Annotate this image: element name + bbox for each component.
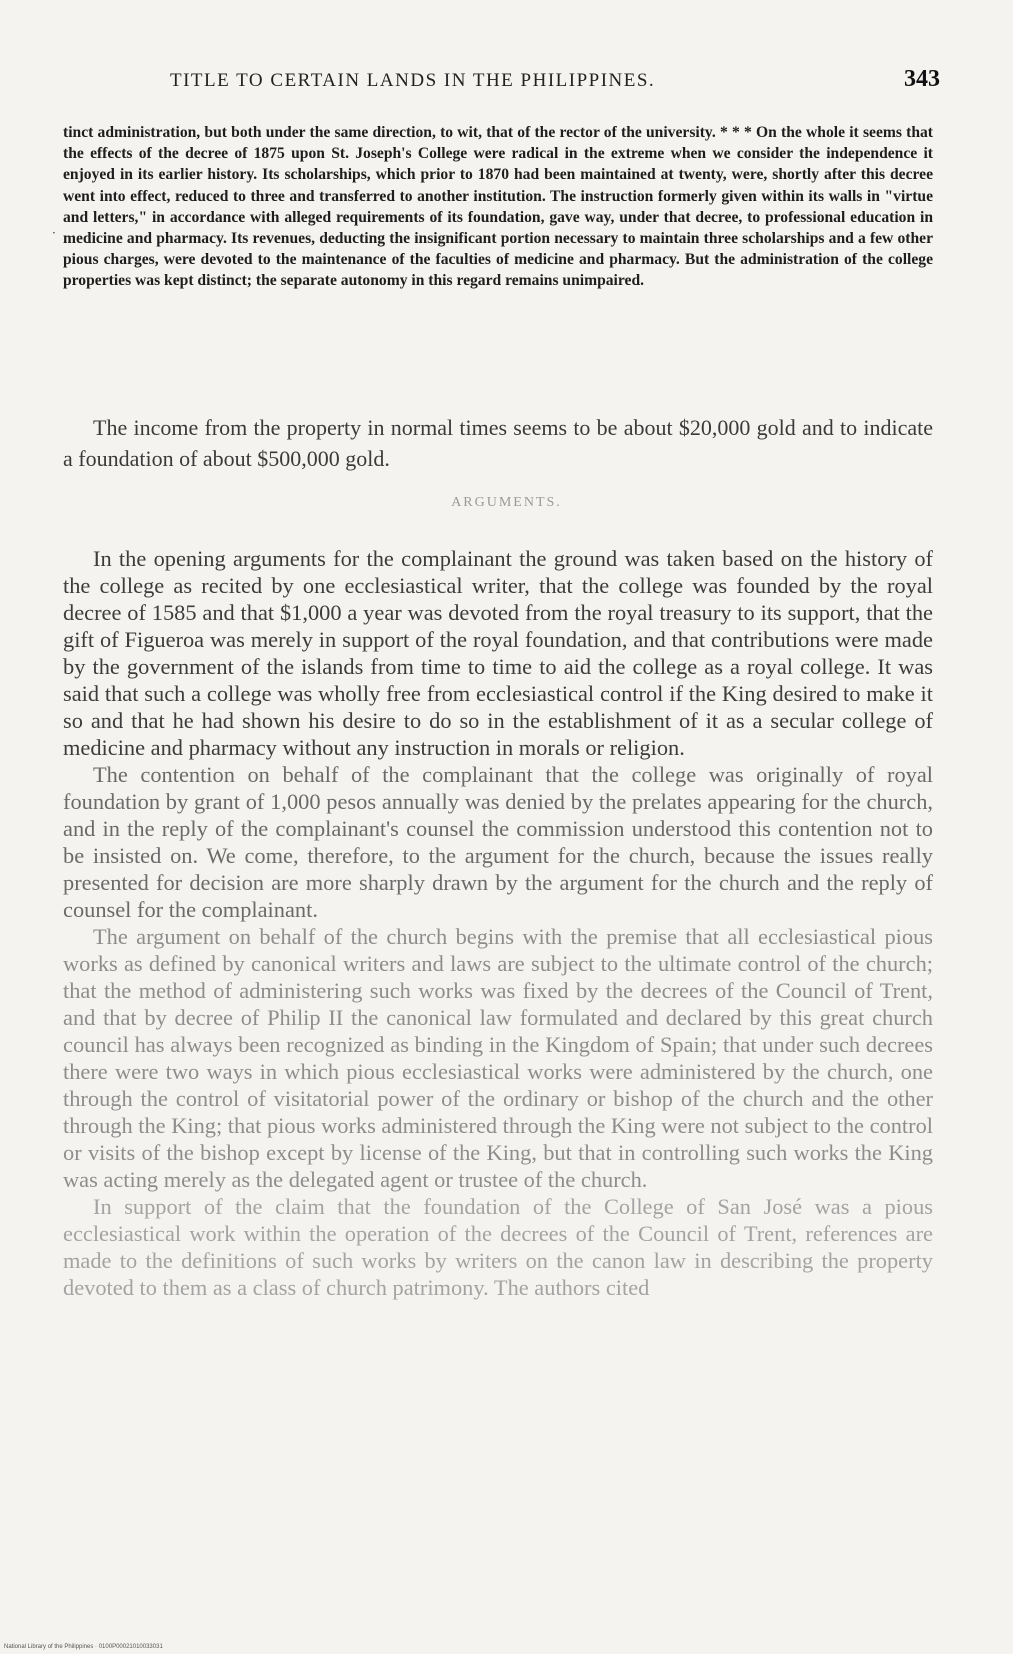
paragraph: In support of the claim that the foundation of the College of San José was a pious ecclesiastical work within the operation of the decrees of the Council of Trent, references are made to the definitions of such works by writers on the canon law in describing the property devoted to them as a class of church patrimony. The authors cited [63,1194,933,1300]
section-heading: ARGUMENTS. [451,495,562,510]
paragraph: The argument on behalf of the church begins with the premise that all ecclesiastical pious works as defined by canonical writers and laws are subject to the ultimate control of the church; that the method of administering such works was fixed by the decrees of the Council of Trent, and that by decree of Philip II the canonical law formulated and declared by this great church council has always been recognized as binding in the Kingdom of Spain; that under such decrees there were two ways in which pious ecclesiastical works were administered by the church, one through the control of visitatorial power of the ordinary or bishop of the church and the other through the King; that pious works administered through the King were not subject to the control or visits of the bishop except by license of the King, but that in controlling such works the King was acting merely as the delegated agent or trustee of the church. [63,924,933,1192]
page-number: 343 [904,66,940,92]
quoted-passage: tinct administration, but both under the same direction, to wit, that of the rector of the university. * * * On the whole it seems that the effects of the decree of 1875 upon St. Joseph's College were radical in the extreme when we consider the independence it enjoyed in its earlier history. Its scholarships, which prior to 1870 had been maintained at twenty, were, shortly after this decree went into effect, reduced to three and transferred to another institution. The instruction formerly given within its walls in "virtue and letters," in accordance with alleged requirements of its foundation, gave way, under that decree, to professional education in medicine and pharmacy. Its revenues, deducting the insignificant portion necessary to maintain three scholarships and a few other pious charges, were devoted to the maintenance of the faculties of medicine and pharmacy. But the administration of the college properties was kept distinct; the separate autonomy in this regard remains unimpaired. [63,124,933,290]
income-paragraph: The income from the property in normal times seems to be about $20,000 gold and to indicate a foundation of about $500,000 gold. [63,415,933,471]
scan-footer: National Library of the Philippines · 0100P00021010033031 [4,1644,163,1650]
margin-mark: · [52,226,56,240]
arguments-body [63,545,933,1301]
paragraph: The contention on behalf of the complainant that the college was originally of royal foundation by grant of 1,000 pesos annually was denied by the prelates appearing for the church, and in the reply of the complainant's counsel the commission understood this contention not to be insisted on. We come, therefore, to the argument for the church, because the issues really presented for decision are more sharply drawn by the argument for the church and the reply of counsel for the complainant. [63,762,933,922]
page-header [170,66,940,93]
paragraph: In the opening arguments for the complainant the ground was taken based on the history of the college as recited by one ecclesiastical writer, that the college was founded by the royal decree of 1585 and that $1,000 a year was devoted from the royal treasury to its support, that the gift of Figueroa was merely in support of the royal foundation, and that contributions were made by the government of the islands from time to time to aid the college as a royal college. It was said that such a college was wholly free from ecclesiastical control if the King desired to make it so and that he had shown his desire to do so in the establishment of it as a secular college of medicine and pharmacy without any instruction in morals or religion. [63,546,933,760]
running-title: TITLE TO CERTAIN LANDS IN THE PHILIPPINES. [170,70,656,91]
